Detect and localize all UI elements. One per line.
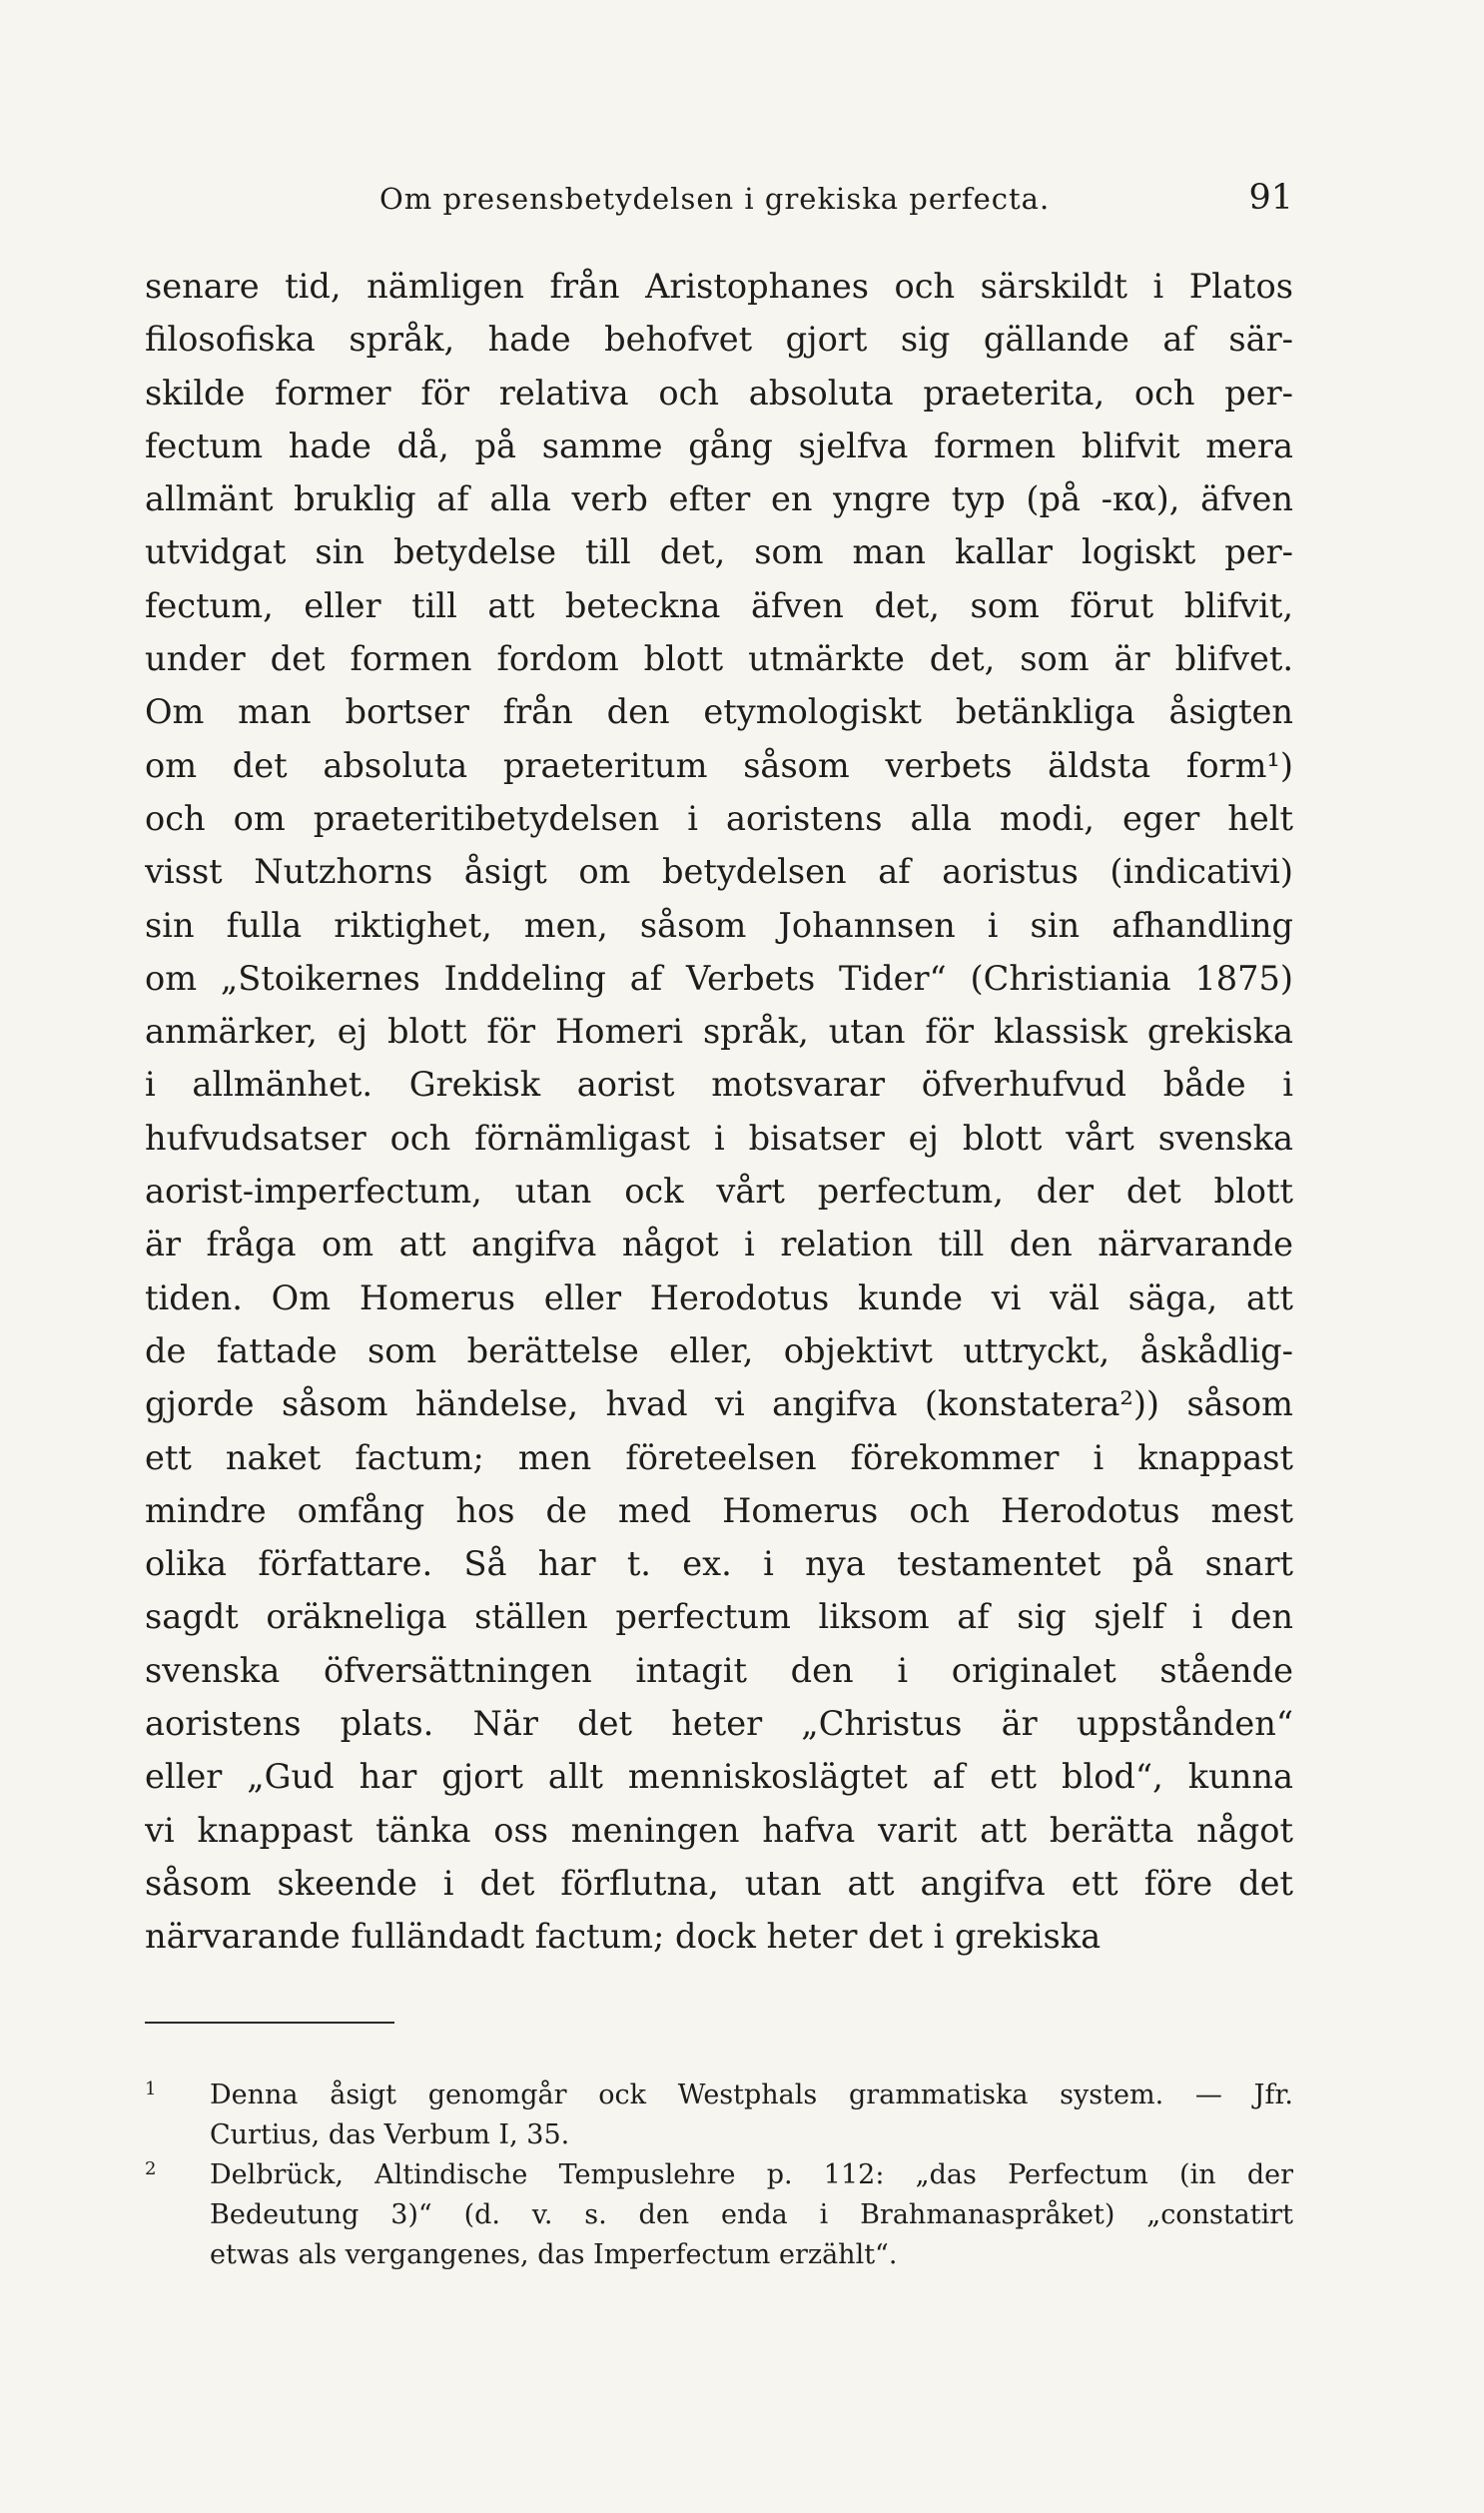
footnote-text: etwas als vergangenes, das Imperfectum erzählt“. [210,2239,898,2270]
page-number: 91 [1248,178,1293,218]
body-line: i allmänhet. Grekisk aorist motsvarar öfverhufvud både i [145,1065,1293,1105]
body-line: utvidgat sin betydelse till det, som man kallar logiskt per- [145,532,1293,572]
body-line: är fråga om att angifva något i relation till den närvarande [145,1225,1293,1264]
footnote-line [145,2155,1293,2195]
body-line: aorist-imperfectum, utan ock vårt perfectum, der det blott [145,1172,1293,1212]
body-line: eller „Gud har gjort allt menniskoslägtet af ett blod“, kunna [145,1757,1293,1797]
body-line: anmärker, ej blott för Homeri språk, utan för klassisk grekiska [145,1012,1293,1052]
page-header [145,178,1293,228]
footnote-text: Delbrück, Altindische Tempuslehre p. 112: „das Perfectum (in der [210,2159,1293,2190]
body-line: allmänt bruklig af alla verb efter en yngre typ (på -κα), äfven [145,479,1293,519]
footnote-marker: 2 [145,2158,157,2179]
body-line: senare tid, nämligen från Aristophanes och särskildt i Platos [145,267,1293,306]
footnote-separator [145,2022,394,2024]
footnote-line [145,2115,1293,2155]
running-title: Om presensbetydelsen i grekiska perfecta. [379,182,1051,216]
body-line: tiden. Om Homerus eller Herodotus kunde vi väl säga, att [145,1277,1293,1317]
body-line: Om man bortser från den etymologiskt betänkliga åsigten [145,692,1293,732]
body-line: och om praeteritibetydelsen i aoristens alla modi, eger helt [145,798,1293,838]
body-line: visst Nutzhorns åsigt om betydelsen af aoristus (indicativi) [145,852,1293,892]
body-line: fectum hade då, på samme gång sjelfva formen blifvit mera [145,425,1293,465]
body-line: de fattade som berättelse eller, objektivt uttryckt, åskådlig- [145,1330,1293,1370]
footnote-line [145,2076,1293,2115]
body-line: svenska öfversättningen intagit den i originalet stående [145,1650,1293,1690]
body-line: såsom skeende i det förflutna, utan att angifva ett före det [145,1863,1293,1903]
body-line: sin fulla riktighet, men, såsom Johannsen i sin afhandling [145,905,1293,945]
body-line: mindre omfång hos de med Homerus och Herodotus mest [145,1490,1293,1530]
body-line: om det absoluta praeteritum såsom verbets äldsta form¹) [145,745,1293,785]
body-line: hufvudsatser och förnämligast i bisatser ej blott vårt svenska [145,1118,1293,1158]
body-line: fectum, eller till att beteckna äfven det, som förut blifvit, [145,585,1293,625]
body-line: under det formen fordom blott utmärkte det, som är blifvet. [145,639,1293,679]
body-line: vi knappast tänka oss meningen hafva varit att berätta något [145,1810,1293,1850]
body-line: gjorde såsom händelse, hvad vi angifva (konstatera²)) såsom [145,1384,1293,1424]
body-line: skilde former för relativa och absoluta praeterita, och per- [145,373,1293,413]
body-line: sagdt oräkneliga ställen perfectum liksom af sig sjelf i den [145,1597,1293,1637]
footnote-text: Bedeutung 3)“ (d. v. s. den enda i Brahmanaspråket) „constatirt [210,2199,1293,2230]
footnote-text: Denna åsigt genomgår ock Westphals grammatiska system. — Jfr. [210,2080,1293,2110]
footnote-line [145,2195,1293,2235]
body-line: filosofiska språk, hade behofvet gjort sig gällande af sär- [145,320,1293,360]
body-line: aoristens plats. När det heter „Christus är uppstånden“ [145,1704,1293,1744]
body-line: om „Stoikernes Inddeling af Verbets Tider“ (Christiania 1875) [145,958,1293,998]
body-line: närvarande fulländadt factum; dock heter det i grekiska [145,1917,1102,1957]
body-line: olika författare. Så har t. ex. i nya testamentet på snart [145,1544,1293,1584]
footnote-text: Curtius, das Verbum I, 35. [210,2119,570,2150]
body-line: ett naket factum; men företeelsen förekommer i knappast [145,1437,1293,1477]
footnotes [145,2076,1293,2275]
body-text [145,260,1293,1964]
footnote-line [145,2235,1293,2275]
footnote-marker: 1 [145,2079,157,2099]
